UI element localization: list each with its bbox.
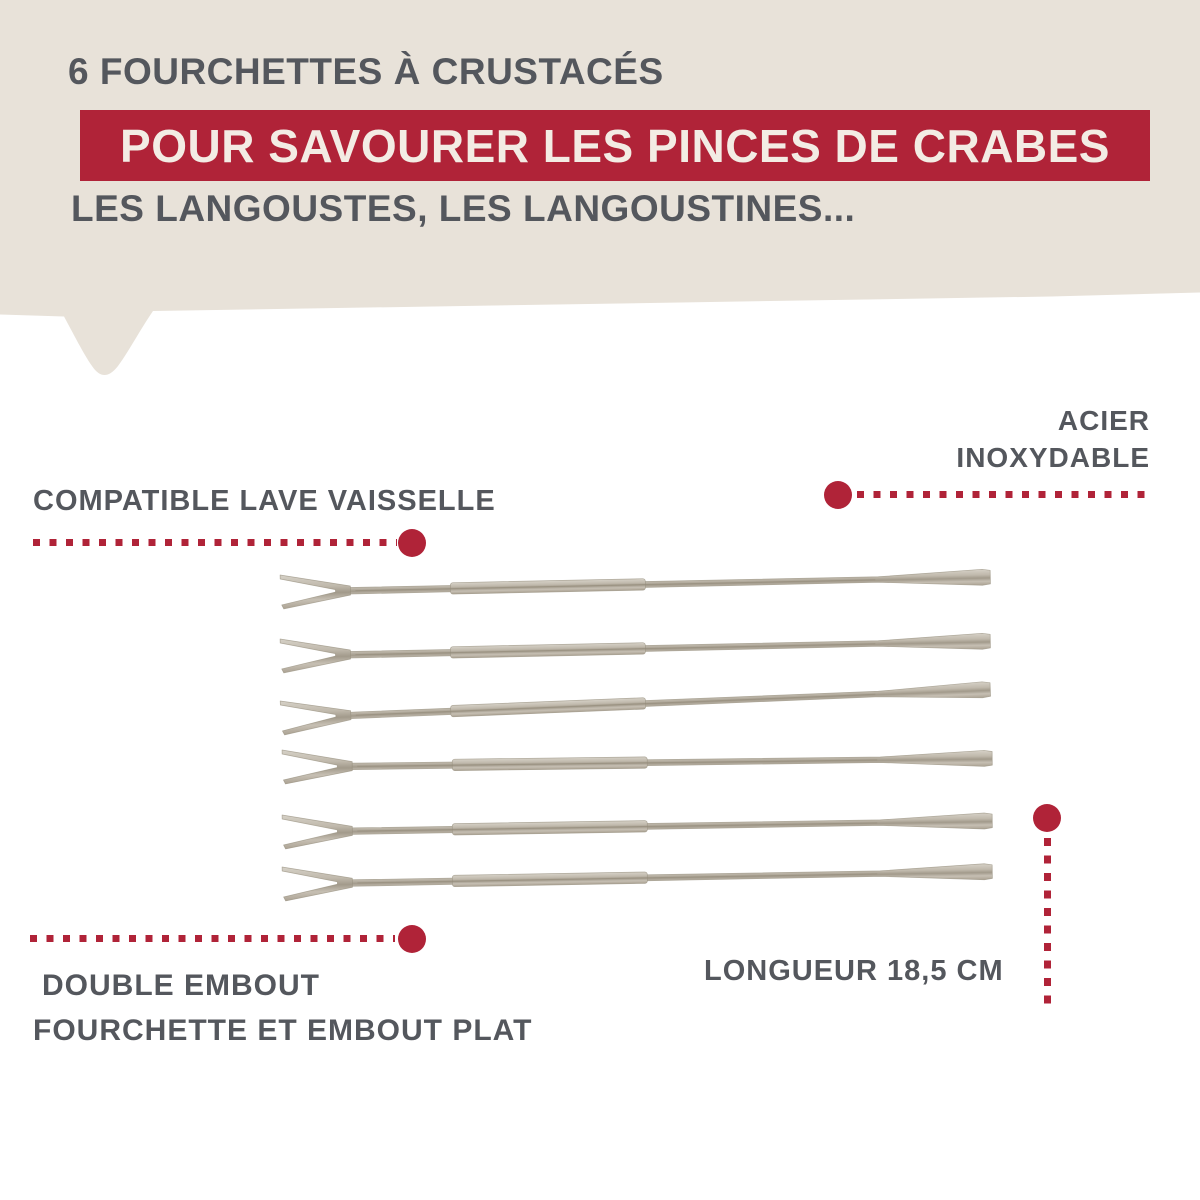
fork-3 — [280, 673, 991, 735]
fork-4 — [282, 741, 992, 784]
label-dishwasher: COMPATIBLE LAVE VAISSELLE — [33, 485, 496, 517]
fork-6 — [282, 855, 992, 901]
double-tip-connector-line — [30, 935, 395, 942]
material-connector-dot — [824, 481, 852, 509]
banner-text: POUR SAVOURER LES PINCES DE CRABES — [120, 119, 1110, 172]
material-connector-line — [857, 491, 1150, 498]
double-tip-connector-dot — [398, 925, 426, 953]
dishwasher-connector-dot — [398, 529, 426, 557]
fork-1 — [280, 560, 991, 609]
label-length: LONGUEUR 18,5 CM — [704, 955, 1004, 987]
dishwasher-connector-line — [33, 539, 397, 546]
length-connector-dot — [1033, 804, 1061, 832]
product-title: 6 FOURCHETTES À CRUSTACÉS — [68, 51, 664, 92]
fork-2 — [280, 624, 991, 673]
label-material-line2: INOXYDABLE — [956, 442, 1150, 473]
label-material-line1: ACIER — [1057, 405, 1150, 436]
label-material — [956, 402, 1150, 476]
label-double-tip-line2: FOURCHETTE ET EMBOUT PLAT — [33, 1014, 533, 1047]
fork-5 — [282, 804, 992, 849]
highlight-banner — [80, 110, 1150, 181]
product-subtitle: LES LANGOUSTES, LES LANGOUSTINES... — [71, 188, 856, 229]
length-connector-line — [1044, 838, 1051, 1004]
label-double-tip-line1: DOUBLE EMBOUT — [42, 969, 320, 1002]
